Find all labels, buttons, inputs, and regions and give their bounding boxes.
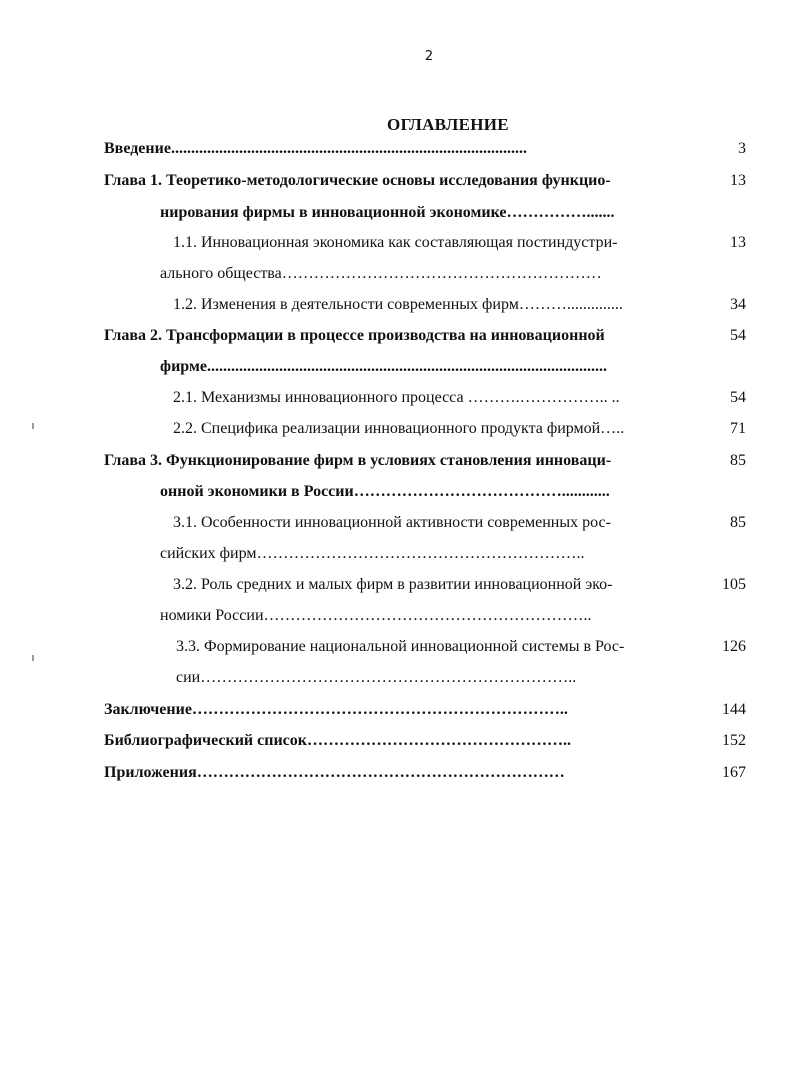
toc-page-section-3-3: 126 bbox=[722, 638, 746, 655]
toc-bibliography: Библиографический список………………………………………….. bbox=[104, 732, 571, 749]
page-number: 2 bbox=[424, 49, 434, 64]
toc-section-2-1: 2.1. Механизмы инновационного процесса ……….…………….. .. bbox=[173, 389, 620, 406]
toc-page-introduction: 3 bbox=[738, 140, 746, 157]
toc-section-3-1: 3.1. Особенности инновационной активности современных рос- bbox=[173, 514, 611, 531]
toc-section-3-2: 3.2. Роль средних и малых фирм в развитии инновационной эко- bbox=[173, 576, 613, 593]
toc-chapter-3-cont: онной экономики в России…………………………………............ bbox=[160, 483, 610, 500]
toc-chapter-2-cont: фирме.................................................................................................... bbox=[160, 358, 607, 375]
page-title: ОГЛАВЛЕНИЕ bbox=[387, 115, 509, 134]
toc-chapter-3: Глава 3. Функционирование фирм в условиях становления инноваци- bbox=[104, 452, 612, 469]
toc-section-3-2-cont: номики России…………………………………………………….. bbox=[160, 607, 592, 624]
toc-section-1-2: 1.2. Изменения в деятельности современных фирм……….............. bbox=[173, 296, 623, 313]
toc-page-section-1-2: 34 bbox=[730, 296, 746, 313]
toc-chapter-1: Глава 1. Теоретико-методологические основы исследования функцио- bbox=[104, 172, 611, 189]
toc-chapter-1-cont: нирования фирмы в инновационной экономике……………....... bbox=[160, 204, 615, 221]
toc-section-1-1: 1.1. Инновационная экономика как составляющая постиндустри- bbox=[173, 234, 618, 251]
toc-section-3-3: 3.3. Формирование национальной инновационной системы в Рос- bbox=[176, 638, 625, 655]
toc-chapter-2: Глава 2. Трансформации в процессе производства на инновационной bbox=[104, 327, 605, 344]
scan-mark bbox=[32, 655, 34, 661]
toc-page-section-1-1: 13 bbox=[730, 234, 746, 251]
toc-section-3-1-cont: сийских фирм…………………………………………………….. bbox=[160, 545, 585, 562]
toc-page-chapter-1: 13 bbox=[730, 172, 746, 189]
toc-appendices: Приложения…………………………………………………………… bbox=[104, 764, 565, 781]
toc-section-2-2: 2.2. Специфика реализации инновационного продукта фирмой….. bbox=[173, 420, 625, 437]
toc-section-1-1-cont: ального общества…………………………………………………… bbox=[160, 265, 602, 282]
toc-page-section-2-1: 54 bbox=[730, 389, 746, 406]
toc-page-bibliography: 152 bbox=[722, 732, 746, 749]
toc-page-section-3-2: 105 bbox=[722, 576, 746, 593]
toc-page-conclusion: 144 bbox=[722, 701, 746, 718]
toc-page-section-2-2: 71 bbox=[730, 420, 746, 437]
scan-mark bbox=[32, 423, 34, 429]
toc-page-appendices: 167 bbox=[722, 764, 746, 781]
toc-conclusion: Заключение…………………………………………………………….. bbox=[104, 701, 568, 718]
toc-page-section-3-1: 85 bbox=[730, 514, 746, 531]
toc-section-3-3-cont: сии…………………………………………………………….. bbox=[176, 669, 577, 686]
toc-page-chapter-2: 54 bbox=[730, 327, 746, 344]
toc-page-chapter-3: 85 bbox=[730, 452, 746, 469]
toc-introduction: Введение......................................................................................... bbox=[104, 140, 527, 157]
